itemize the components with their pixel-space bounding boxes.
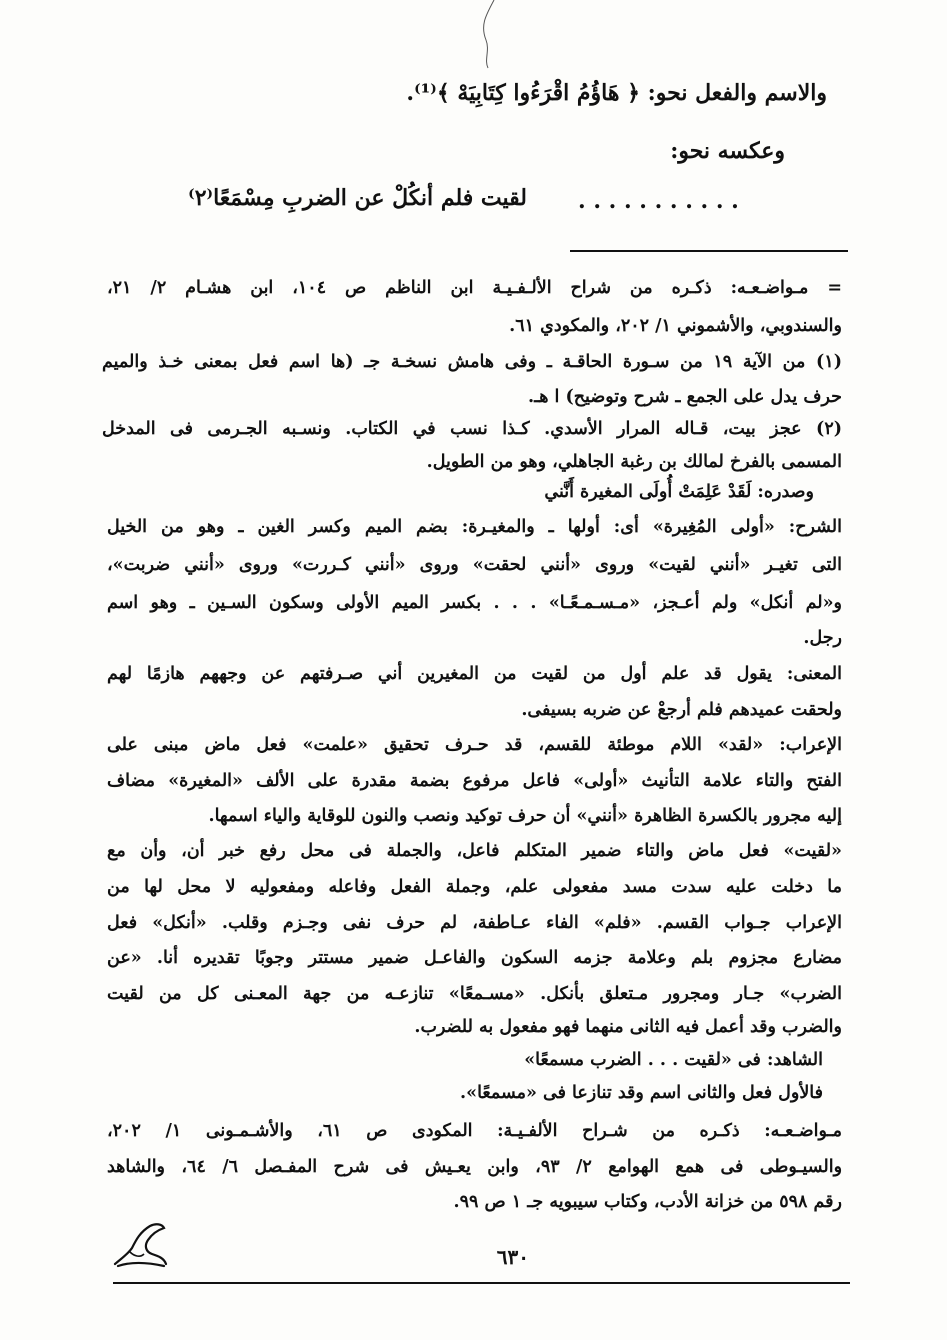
verse-dots: . . . . . . . . . . . (578, 188, 739, 214)
irab-line-6: الإعراب جـواب القسم. «فلم» الفاء عـاطفة، لم حرف نفى وجـزم وقلب. «أنكل» فعل (107, 913, 842, 933)
maana-line-1: المعنى: يقول قد علم أول من لقيت من المغيرين أني صـرفتهم عن وجههم هازمًا لهم (107, 664, 842, 684)
irab-line-9: والضرب وقد أعمل فيه الثانى منهما فهو مفعول به للضرب. (414, 1017, 842, 1037)
verse-half: لقيت فلم أنكُلْ عن الضربِ مِسْمَعًا⁽٢⁾ (188, 185, 527, 211)
sharh-line-1: الشرح: «أولى المُغِيرة» أى: أولها ـ والمغيـرة: بضم الميم وكسر الغين ـ وهو من الخيل (107, 517, 842, 537)
mawadi-line-3: رقم ٥٩٨ من خزانة الأدب، وكتاب سيبويه جـ ١ ص ٩٩. (453, 1192, 842, 1212)
irab-line-7: مضارع مجزوم بلم وعلامة جزمه السكون والفاعـل ضمير مستتر وجوبًا تقديره أنا. «عن (107, 948, 842, 968)
footnote-2-line-2: المسمى بالفرخ لمالك بن رغبة الجاهلي، وهو من الطويل. (426, 452, 842, 472)
body-line-2: وعكسه نحو: (670, 138, 785, 164)
footnote-1-line-2: حرف يدل على الجمع ـ شرح وتوضيح) ا هـ. (527, 387, 842, 407)
sources-line-2: والسندوبي، والأشموني ١/ ٢٠٢، والمكودي ٦١. (509, 316, 842, 336)
sharh-line-2: التى تغيـر «أنني لقيت» وروى «أنني لحقت» وروى «أنني كـررت» وروى «أنني ضربت»، (107, 555, 842, 575)
irab-line-4: «لقيت» فعل ماض والتاء ضمير المتكلم فاعل، والجملة فى محل رفع خبر أن، وأن مع (107, 841, 842, 861)
irab-line-2: الفتح والتاء علامة التأنيث «أولى» فاعل مرفوع بضمة مقدرة على الألف «المغيرة» مضاف (107, 771, 842, 791)
footnote-1-line-1: (١) من الآية ١٩ من سـورة الحاقـة ـ وفى هامش نسخـة جـ (ها اسم فعل بمعنى خـذ والميم (102, 352, 842, 372)
mawadi-line-2: والسيـوطى فى همع الهوامع ٢/ ٩٣، وابن يعـيش فى شرح المفـصل ٦/ ٦٤، والشاهد (107, 1157, 843, 1177)
sharh-line-3: و«لم أنكل» ولم أعـجز، «مـسـمـعًـا» . . . بكسر الميم الأولى وسكون السـين ـ وهو اسم (107, 593, 842, 613)
page-number: ٦٣٠ (496, 1245, 529, 1269)
shahid-line-2: فالأول فعل والثانى اسم وقد تنازعا فى «مسمعًا». (460, 1083, 823, 1103)
irab-line-1: الإعراب: «لقد» اللام موطئة للقسم، قد حـرف تحقيق «علمت» فعل ماض مبنى على (107, 735, 842, 755)
body-line-1: والاسم والفعل نحو: ﴿ هَاؤُمُ اقْرَءُوا كِتَابِيَهْ ﴾⁽¹⁾. (406, 80, 827, 106)
sharh-line-4: رجل. (803, 628, 842, 648)
maana-line-2: ولحقت عميدهم فلم أرجعْ عن ضربه بسيفى. (521, 700, 842, 720)
footnote-2-line-1: (٢) عجز بيت، قـاله المرار الأسدي. كـذا نسب في الكتاب. ونسـبه الجـرمى فى المدخل (102, 419, 842, 439)
shahid-line-1: الشاهد: فى «لقيت . . . الضرب مسمعًا» (524, 1050, 823, 1070)
irab-line-3: إليه مجرور بالكسرة الظاهرة «أنني» أن حرف توكيد ونصب والنون للوقاية والياء اسمها. (208, 806, 842, 826)
sources-line-1: = مـواضـعـه: ذكـره من شراح الألـفـيـة ابن الناظم ص ١٠٤، ابن هشـام ٢/ ٢١، (107, 278, 842, 298)
irab-line-8: الضرب» جـار ومجرور مـتعلق بأنكل. «مسـمعًا» تنازعـه من جهة المعـنى كل من لقيت (107, 984, 842, 1004)
handwritten-signature-icon (110, 1218, 170, 1270)
footnote-2-line-3: وصدره: لَقَدْ عَلِمَتْ أُولَى المغيرة أَنَّني (544, 482, 814, 502)
irab-line-5: ما دخلت عليه سدت مسد مفعولى علم، وجملة الفعل وفاعله ومفعوليه لا محل لها من (107, 877, 842, 897)
footnote-separator (570, 250, 848, 252)
mawadi-line-1: مـواضـعـه: ذكـره من شـراح الألفـيـة: المكودى ص ٦١، والأشـمـونى ١/ ٢٠٢، (107, 1121, 842, 1141)
crop-mark-icon (476, 0, 506, 70)
bottom-rule (113, 1282, 850, 1284)
